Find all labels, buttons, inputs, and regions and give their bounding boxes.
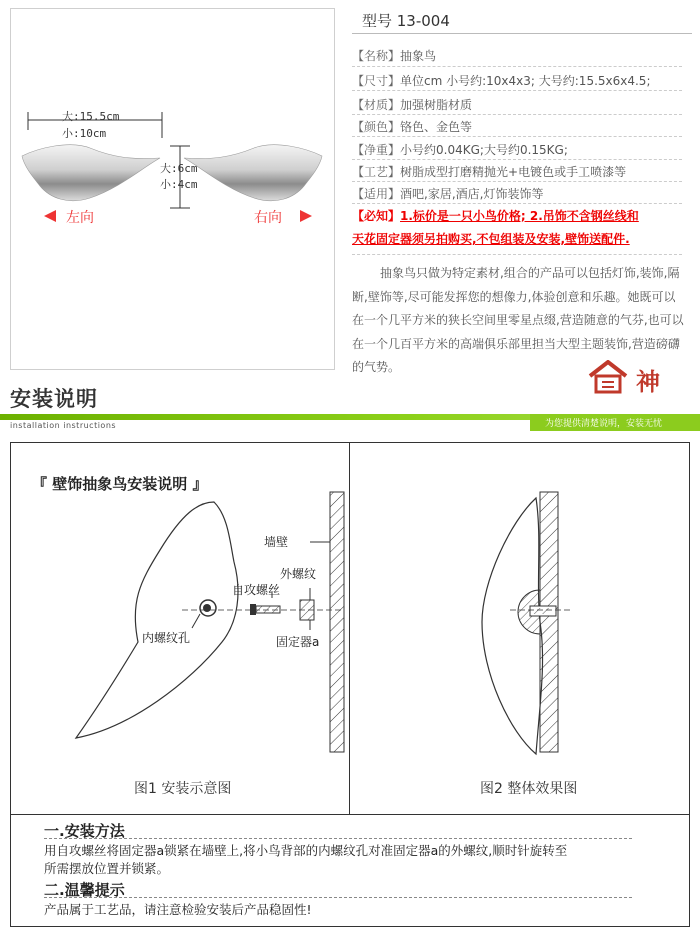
- divider: [352, 181, 682, 183]
- notice-line-2: 天花固定器须另拍购买,不包组装及安装,壁饰送配件.: [352, 232, 630, 246]
- divider: [352, 90, 682, 92]
- slogan: 为您提供清楚说明，安装无忧: [545, 419, 663, 429]
- model-number: 型号 13-004: [362, 12, 450, 30]
- height-small-label: 小:4cm: [160, 178, 198, 191]
- divider: [352, 159, 682, 161]
- notice-line-1: 【必知】1.标价是一只小鸟价格; 2.吊饰不含钢丝线和: [352, 209, 639, 223]
- height-large-label: 大:6cm: [160, 162, 198, 175]
- divider: [352, 254, 682, 256]
- figure-2: [482, 492, 570, 754]
- self-tapping-screw-label: 自攻螺丝: [232, 583, 281, 597]
- left-bird: [22, 145, 160, 201]
- right-arrow-icon: [300, 210, 312, 222]
- figure-1-caption: 图1 安装示意图: [134, 781, 232, 797]
- divider: [352, 66, 682, 68]
- length-large-label: 大:15.5cm: [62, 110, 120, 123]
- wall-label: 墙壁: [264, 535, 289, 549]
- install-figures: [10, 442, 690, 814]
- figure-2-caption: 图2 整体效果图: [480, 781, 578, 797]
- method-heading: 一.安装方法: [44, 822, 125, 840]
- right-direction-label: 右向: [254, 210, 282, 226]
- fixer-label: 固定器a: [276, 635, 320, 649]
- outer-thread-label: 外螺纹: [280, 567, 317, 581]
- product-description: 抽象鸟只做为特定素材,组合的产品可以包括灯饰,装饰,隔断,壁饰等,尽可能发挥您的想像力,体验创意和乐趣。她既可以在一个几平方米的狭长空间里零星点缀,营造随意的气芬,也可以在一个几百平方米的高端俱乐部里担当大型主题装饰,营造磅礴的气势。: [352, 266, 684, 374]
- install-subtitle: installation instructions: [10, 421, 117, 430]
- divider: [44, 897, 632, 899]
- method-text-line-1: 用自攻螺丝将固定器a锁紧在墙壁上,将小鸟背部的内螺纹孔对准固定器a的外螺纹,顺时针旋转至: [44, 843, 568, 858]
- install-title: 安装说明: [10, 387, 98, 411]
- spec-size: 【尺寸】单位cm 小号约:10x4x3; 大号约:15.5x6x4.5;: [352, 74, 651, 88]
- wall-1: [330, 492, 344, 752]
- spec-name: 【名称】抽象鸟: [352, 49, 437, 63]
- left-arrow-icon: [44, 210, 56, 222]
- spec-weight: 【净重】小号约0.04KG;大号约0.15KG;: [352, 143, 568, 157]
- divider: [352, 136, 682, 138]
- divider: [352, 114, 682, 116]
- method-text-line-2: 所需摆放位置并锁紧。: [44, 861, 170, 876]
- tips-text: 产品属于工艺品，请注意检验安装后产品稳固性!: [44, 902, 312, 917]
- figure-1: [76, 492, 344, 752]
- divider: [352, 203, 682, 205]
- length-small-label: 小:10cm: [62, 127, 107, 140]
- wall-2: [540, 492, 558, 752]
- spec-usage: 【适用】酒吧,家居,酒店,灯饰装饰等: [352, 187, 544, 201]
- divider: [44, 838, 632, 840]
- diagram-title: 『 壁饰抽象鸟安装说明 』: [32, 475, 208, 493]
- left-direction-label: 左向: [66, 210, 94, 226]
- brand-logo: [586, 360, 694, 396]
- spec-material: 【材质】加强树脂材质: [352, 98, 473, 112]
- screw-1: [256, 606, 280, 613]
- house-logo-icon: [586, 360, 636, 394]
- spec-craft: 【工艺】树脂成型打磨精抛光+电镀色或手工喷漆等: [352, 165, 627, 179]
- inner-thread-hole-label: 内螺纹孔: [142, 631, 191, 645]
- fixer-1: [300, 600, 314, 620]
- tips-heading: 二.温馨提示: [44, 881, 125, 899]
- bird-outline-1: [76, 502, 238, 738]
- divider: [352, 33, 692, 34]
- brand-text: 神: [636, 367, 660, 396]
- spec-color: 【颜色】铬色、金色等: [352, 120, 473, 134]
- right-bird: [184, 145, 322, 201]
